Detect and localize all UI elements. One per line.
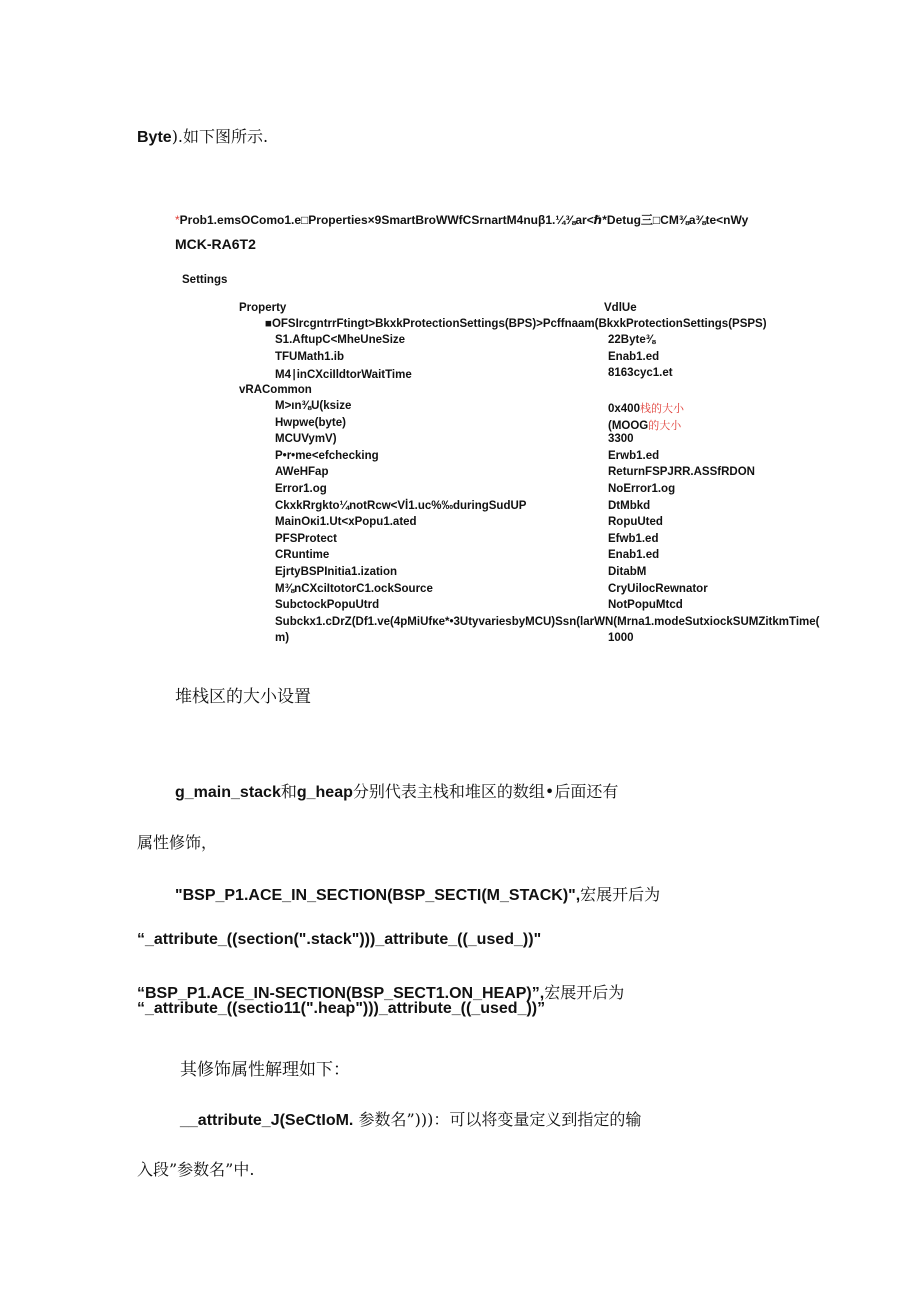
- property-row[interactable]: [0, 417, 920, 433]
- property-value-text: 3300: [608, 433, 634, 446]
- property-name: M4∣inCXciIldtorWaitTime: [275, 369, 412, 382]
- property-value-text: RopuUted: [608, 516, 663, 529]
- attribute-code: __attribute_J(SeCtIoM.: [180, 1112, 354, 1129]
- property-row[interactable]: [0, 334, 920, 350]
- macro-stack-code: "BSP_P1.ACE_IN_SECTION(BSP_SECTI(M_STACK)",: [175, 887, 581, 904]
- property-name: Hwpwe(byte): [275, 416, 346, 429]
- property-row[interactable]: [0, 516, 920, 532]
- menu-bar: [175, 211, 748, 228]
- property-row[interactable]: [0, 583, 920, 599]
- property-value: [608, 351, 659, 363]
- property-name: Error1.og: [275, 483, 327, 495]
- property-value: [608, 549, 659, 561]
- group-racommon[interactable]: vRACommon: [239, 384, 312, 396]
- heading-attr-explain: 其修饰属性解理如下：: [180, 1060, 350, 1080]
- property-value-text: Enab1.ed: [608, 549, 660, 562]
- property-row[interactable]: [0, 599, 920, 615]
- property-row[interactable]: [0, 367, 920, 383]
- property-value: [608, 583, 708, 595]
- property-name: Subckx1.cDrZ(Df1.ve(4pMiUfκe*•3UtyvariesbyMCU)Ssn(larWN(Mrna1.modeSutxiockSUMZitkmTime(: [275, 615, 820, 628]
- menu-text: Prob1.emsOComo1.e□Properties×9SmartBroWWfCSrnartM4nuβ1.¼⅜ar<ℏ*Detug三□CM⅜a⅜te<nWy: [179, 213, 749, 227]
- property-value-text: DitabM: [608, 566, 647, 578]
- property-value: [608, 632, 634, 644]
- macro-stack-text: 宏展开后为: [580, 885, 661, 904]
- property-name: P•r•me<efchecking: [275, 449, 379, 462]
- property-row[interactable]: [0, 450, 920, 466]
- property-row[interactable]: [0, 500, 920, 516]
- code-heap: g_heap: [296, 784, 353, 801]
- attr-heap-code: “_attribute_((sectio11(".heap")))_attribute_((_used_))”: [137, 1000, 546, 1017]
- property-row[interactable]: [0, 433, 920, 449]
- property-value-text: NoError1.og: [608, 483, 676, 495]
- property-name: SubctockPopuUtrd: [275, 599, 380, 612]
- property-row[interactable]: [0, 351, 920, 367]
- property-value-text: ReturnFSPJRR.ASSfRDON: [608, 466, 755, 479]
- property-value: [608, 533, 658, 545]
- property-row[interactable]: [0, 549, 920, 565]
- macro-heap-text: 宏展开后为: [544, 983, 625, 1002]
- property-row[interactable]: [0, 533, 920, 549]
- property-name: m): [275, 632, 290, 645]
- property-value-text: NotPopuMtcd: [608, 599, 683, 612]
- property-name: M⅜nCXciItotorC1.ockSource: [275, 582, 433, 595]
- property-row[interactable]: [0, 616, 920, 632]
- heading-stack-size: 堆栈区的大小设置: [175, 687, 311, 707]
- para-main-stack-cont: 属性修饰，: [137, 833, 218, 852]
- property-value-text: 0x400: [608, 403, 640, 415]
- property-value-text: Efwb1.ed: [608, 532, 659, 545]
- settings-label: Settings: [182, 274, 228, 286]
- property-name: MainOκi1.Ut<xPopu1.ated: [275, 516, 417, 529]
- property-value-text: DtMbkd: [608, 499, 651, 512]
- property-value-text: 8163cyc1.et: [608, 367, 673, 380]
- property-value: [608, 417, 681, 433]
- text-desc: 分别代表主栈和堆区的数组•后面还有: [352, 782, 619, 801]
- property-value: [608, 400, 684, 416]
- property-row[interactable]: [0, 466, 920, 482]
- menu-star: *: [175, 213, 180, 227]
- para-main-stack: [175, 779, 618, 802]
- property-name: S1.AftupC<MheUneSize: [275, 334, 406, 346]
- property-row[interactable]: [0, 632, 920, 648]
- group-bps[interactable]: ■OFSIrcgntrrFtingt>BkxkProtectionSettings(BPS)>Pcffnaam(BkxkProtectionSettings(PSPS): [265, 318, 767, 330]
- property-value: [608, 367, 673, 379]
- property-value: [608, 483, 675, 495]
- device-name: MCK-RA6T2: [175, 236, 256, 252]
- property-value: [608, 500, 650, 512]
- property-value-text: 22Byte⅜: [608, 334, 656, 346]
- intro-line: [137, 124, 268, 147]
- intro-bold: Byte: [137, 129, 172, 146]
- property-name: M>ın⅜U(ksize: [275, 400, 352, 412]
- property-name: TFUMath1.ib: [275, 350, 344, 363]
- header-property: Property: [239, 302, 287, 314]
- property-row[interactable]: [0, 483, 920, 499]
- property-name: CRuntime: [275, 549, 330, 562]
- property-name: MCUVymV): [275, 433, 337, 446]
- property-value: [608, 334, 655, 346]
- property-value: [608, 450, 659, 462]
- property-name: PFSProtect: [275, 532, 337, 545]
- property-row[interactable]: [0, 400, 920, 416]
- para-attribute: [180, 1107, 641, 1130]
- attribute-text: 参数名”)))：可以将变量定义到指定的输: [353, 1110, 642, 1129]
- macro-stack-line: [175, 882, 660, 905]
- property-value-text: 1000: [608, 632, 634, 645]
- property-value: [608, 433, 634, 445]
- attr-stack-code: “_attribute_((section(".stack")))_attribute_((_used_))": [137, 931, 542, 948]
- property-value: [608, 599, 683, 611]
- property-row[interactable]: [0, 566, 920, 582]
- property-name: EjrtyBSPInitia1.ization: [275, 566, 398, 578]
- property-value: [608, 566, 646, 578]
- property-value-text: Enab1.ed: [608, 350, 660, 363]
- property-name: AWeHFap: [275, 466, 329, 479]
- property-value: [608, 516, 663, 528]
- para-attribute-cont: 入段”参数名”中.: [137, 1160, 255, 1179]
- text-and: 和: [280, 782, 297, 801]
- intro-rest: ).如下图所示.: [171, 127, 269, 146]
- property-value-text: CryUilocRewnator: [608, 582, 708, 595]
- code-main-stack: g_main_stack: [175, 784, 281, 801]
- property-value-text: (MOOG: [608, 419, 649, 432]
- property-value: [608, 466, 755, 478]
- macro-heap-code: “BSP_P1.ACE_IN-SECTION(BSP_SECT1.ON_HEAP)”,: [137, 985, 545, 1002]
- property-name: CkxkRrgkto¼notRcw<Vİ1.uc%‰duringSudUP: [275, 499, 527, 512]
- property-value-text: Erwb1.ed: [608, 449, 660, 462]
- property-note: 栈的大小: [639, 403, 684, 415]
- property-note: 的大小: [648, 419, 682, 432]
- header-value: VdlUe: [604, 302, 637, 314]
